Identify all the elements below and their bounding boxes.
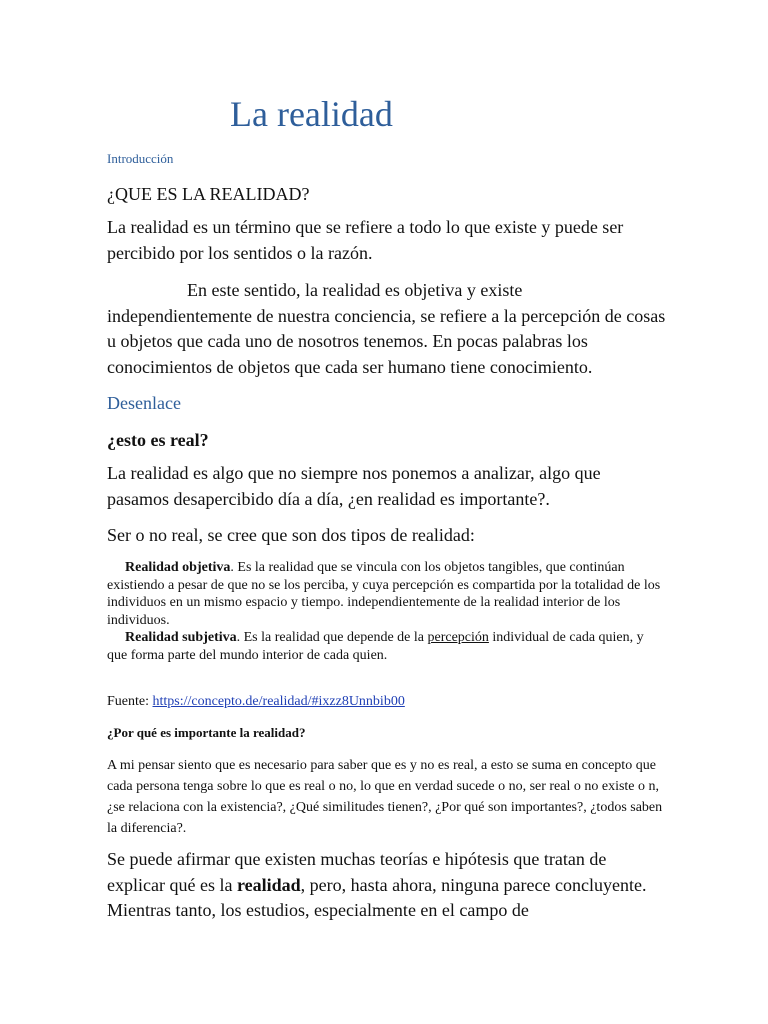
list-item-term: Realidad objetiva	[125, 560, 231, 575]
list-item	[107, 629, 667, 664]
question-heading-1: ¿QUE ES LA REALIDAD?	[107, 184, 310, 204]
paragraph-3: La realidad es algo que no siempre nos ponemos a analizar, algo que pasamos desapercibido día a día, ¿en realidad es importante?.	[107, 463, 601, 509]
paragraph-6	[107, 847, 667, 924]
paragraph-2	[107, 278, 667, 380]
list-item-text: . Es la realidad que se vincula con los objetos tangibles, que continúan existiendo a pesar de que no se los perciba, y cuya percepción es compartida por la totalidad de los individuos en un mismo espacio y tiempo. independientemente de la realidad interior de los individuos.	[107, 560, 661, 628]
list-item	[107, 559, 667, 629]
underlined-word: percepción	[427, 630, 489, 646]
bold-keyword: realidad	[236, 874, 301, 895]
paragraph-1: La realidad es un término que se refiere a todo lo que existe y puede ser percibido por los sentidos o la razón.	[107, 217, 624, 263]
question-heading-3: ¿Por qué es importante la realidad?	[107, 725, 306, 740]
paragraph-4: Ser o no real, se cree que son dos tipos de realidad:	[107, 525, 475, 545]
paragraph-6-text: , pero, hasta ahora, ninguna parece concluyente. Mientras tanto, los estudios, especialmente en el campo de	[107, 874, 647, 920]
desenlace-heading: Desenlace	[107, 393, 181, 413]
paragraph-5: A mi pensar siento que es necesario para saber que es y no es real, a esto se suma en concepto que cada persona tenga sobre lo que es real o no, lo que en verdad sucede o no, ser real o no existe o n,¿se relaciona con la existencia?, ¿Qué similitudes tienen?, ¿Por qué son importantes?, ¿todos saben la diferencia?.	[107, 758, 663, 836]
question-heading-2: ¿esto es real?	[107, 430, 209, 450]
reality-types-list	[107, 559, 667, 665]
source-label: Fuente:	[107, 694, 153, 709]
document-title: La realidad	[230, 94, 393, 134]
paragraph-2-text: En este sentido, la realidad es objetiva y existe independientemente de nuestra conciencia, se refiere a la percepción de cosas u objetos que cada uno de nosotros tenemos. En pocas palabras los conocimientos de objetos que cada ser humano tiene conocimiento.	[107, 280, 666, 377]
list-item-term: Realidad subjetiva	[125, 630, 237, 646]
source-link[interactable]: https://concepto.de/realidad/#ixzz8Unnbib00	[152, 694, 405, 709]
intro-heading: Introducción	[107, 151, 174, 166]
paragraph-6-text: Se puede afirmar que existen muchas teorías e hipótesis que tratan de explicar qué es la	[107, 849, 607, 895]
list-item-text: . Es la realidad que depende de la	[236, 630, 428, 646]
list-item-text: individual de cada quien, y que forma parte del mundo interior de cada quien.	[107, 630, 644, 663]
source-line	[107, 693, 405, 711]
